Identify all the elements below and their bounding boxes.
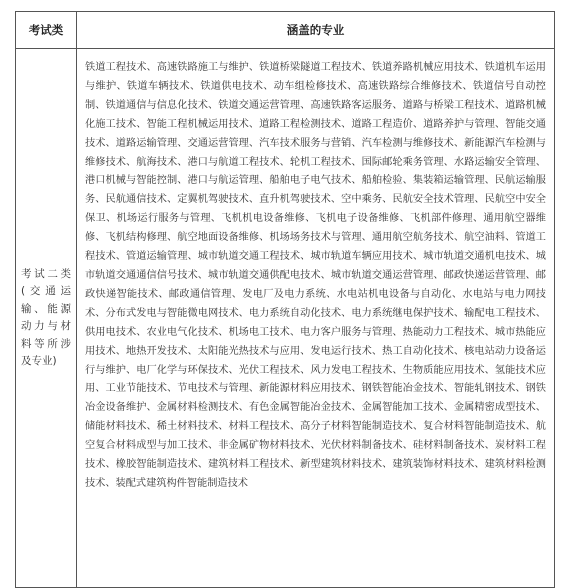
table-header-row xyxy=(16,12,555,49)
table-row xyxy=(16,49,555,588)
exam-category-cell: 考试二类(交通运输、能源动力与材料等所涉及专业) xyxy=(16,49,77,588)
header-covered-majors: 涵盖的专业 xyxy=(77,12,555,49)
header-exam-category: 考试类 xyxy=(16,12,77,49)
majors-table xyxy=(15,11,555,588)
majors-list-cell: 铁道工程技术、高速铁路施工与维护、铁道桥梁隧道工程技术、铁道养路机械应用技术、铁道机车运用与维护、铁道车辆技术、铁道供电技术、动车组检修技术、高速铁路综合维修技术、铁道信号自动控制、铁道通信与信息化技术、铁道交通运营管理、高速铁路客运服务、道路与桥梁工程技术、道路机械化施工技术、智能工程机械运用技术、道路工程检测技术、道路工程造价、道路养护与管理、智能交通技术、道路运输管理、交通运营管理、汽车技术服务与营销、汽车检测与维修技术、新能源汽车检测与维修技术、航海技术、港口与航道工程技术、轮机工程技术、国际邮轮乘务管理、水路运输安全管理、港口机械与智能控制、港口与航运管理、船舶电子电气技术、船舶检验、集装箱运输管理、民航运输服务、民航通信技术、定翼机驾驶技术、直升机驾驶技术、空中乘务、民航安全技术管理、民航空中安全保卫、机场运行服务与管理、飞机机电设备维修、飞机电子设备维修、飞机部件修理、通用航空器维修、飞机结构修理、航空地面设备维修、机场场务技术与管理、通用航空航务技术、航空油料、管道工程技术、管道运输管理、城市轨道交通工程技术、城市轨道车辆应用技术、城市轨道交通机电技术、城市轨道交通通信信号技术、城市轨道交通供配电技术、城市轨道交通运营管理、邮政快递运营管理、邮政快递智能技术、邮政通信管理、发电厂及电力系统、水电站机电设备与自动化、水电站与电力网技术、分布式发电与智能微电网技术、电力系统自动化技术、电力系统继电保护技术、输配电工程技术、供用电技术、农业电气化技术、机场电工技术、电力客户服务与管理、热能动力工程技术、城市热能应用技术、地热开发技术、太阳能光热技术与应用、发电运行技术、热工自动化技术、核电站动力设备运行与维护、电厂化学与环保技术、光伏工程技术、风力发电工程技术、生物质能应用技术、氢能技术应用、工业节能技术、节电技术与管理、新能源材料应用技术、钢铁智能冶金技术、智能轧钢技术、钢铁冶金设备维护、金属材料检测技术、有色金属智能冶金技术、金属智能加工技术、金属精密成型技术、储能材料技术、稀土材料技术、材料工程技术、高分子材料智能制造技术、复合材料智能制造技术、航空复合材料成型与加工技术、非金属矿物材料技术、光伏材料制备技术、硅材料制备技术、炭材料工程技术、橡胶智能制造技术、建筑材料工程技术、新型建筑材料技术、建筑装饰材料技术、建筑材料检测技术、装配式建筑构件智能制造技术 xyxy=(77,49,555,588)
